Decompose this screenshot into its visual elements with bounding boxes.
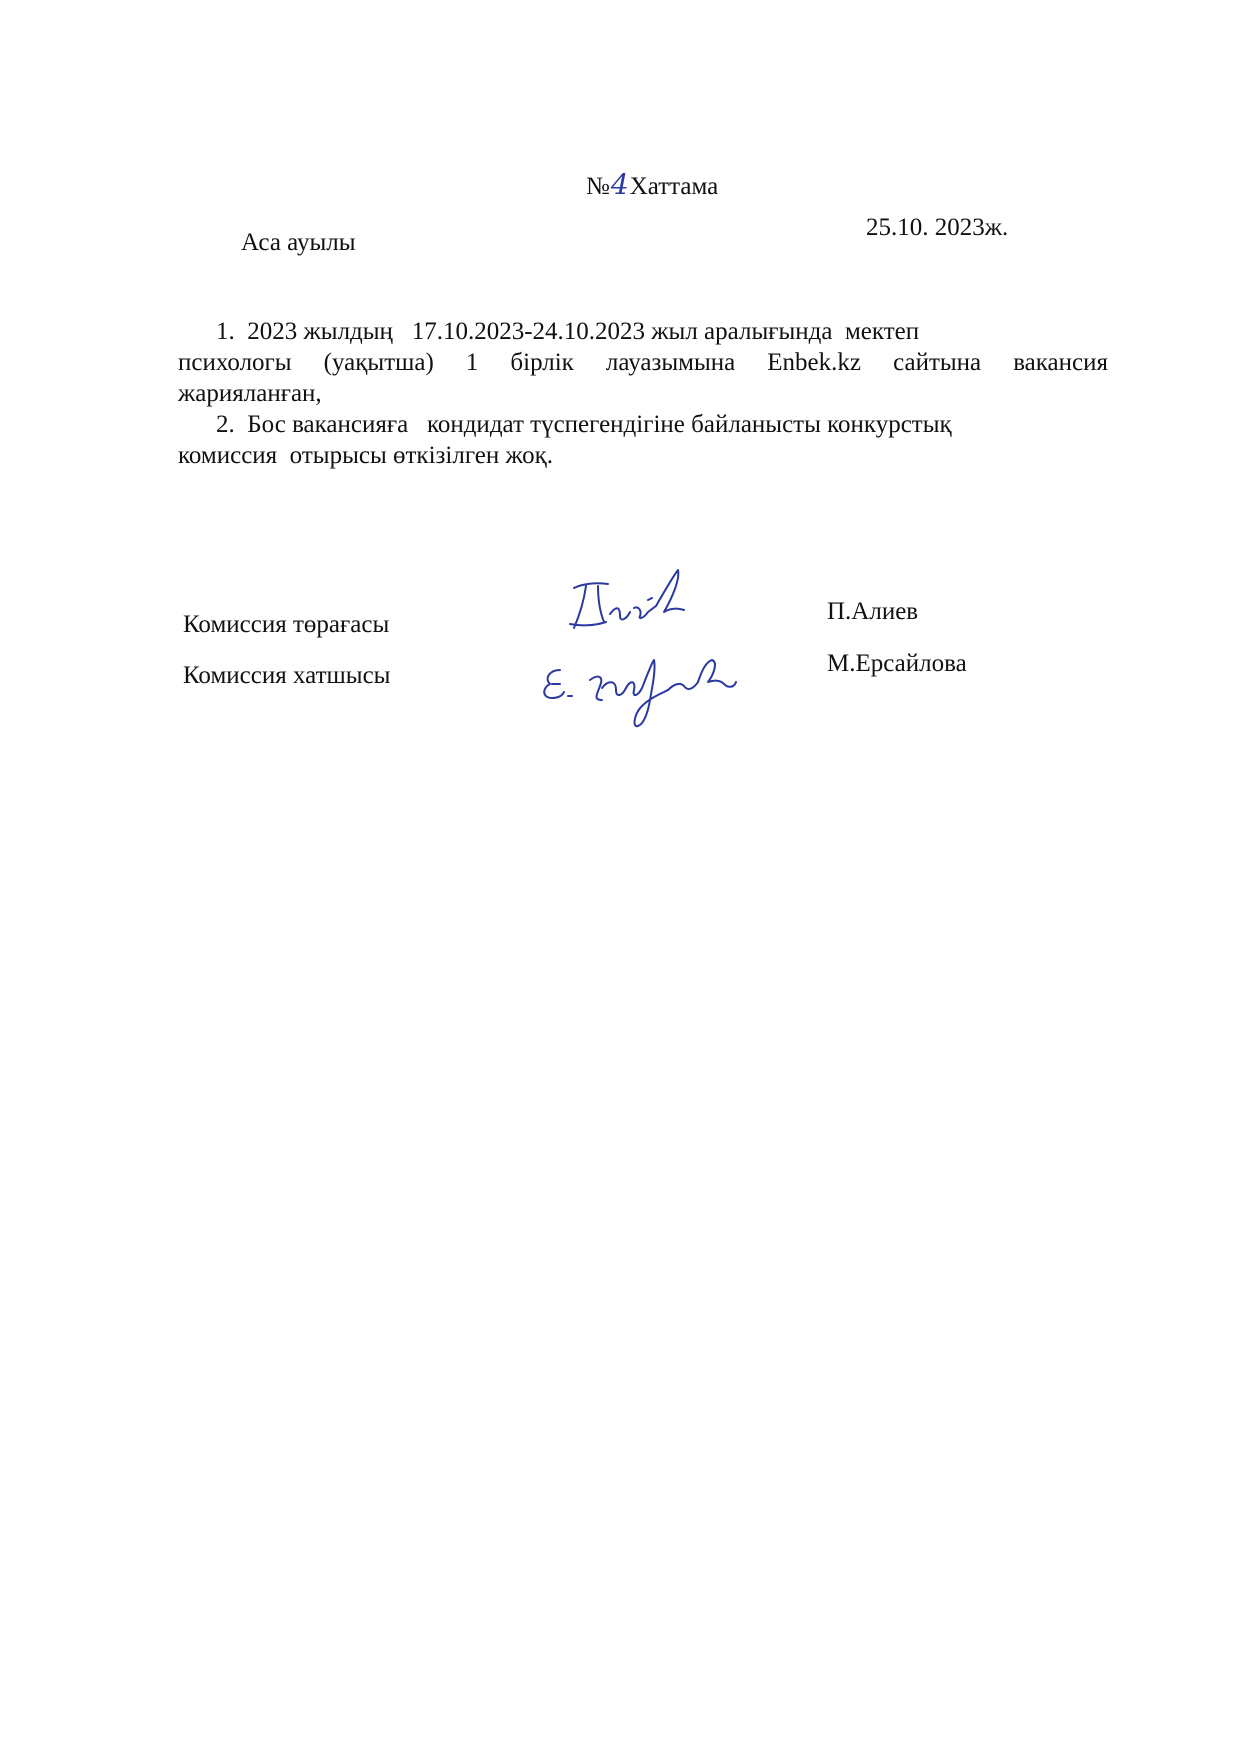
- secretary-name: М.Ерсайлова: [827, 650, 967, 677]
- chair-label: Комиссия төрағасы: [183, 611, 390, 638]
- document-body: [178, 316, 1108, 471]
- item-first-line: [178, 409, 1108, 440]
- title-text: Хаттама: [629, 173, 719, 200]
- item-text-line: комиссия отырысы өткізілген жоқ.: [178, 442, 554, 469]
- item-marker: 1.: [216, 318, 235, 345]
- document-title: [586, 168, 718, 201]
- handwritten-number: 4: [610, 168, 629, 201]
- item-first-line: [178, 316, 1108, 347]
- chair-signature-icon: [560, 566, 710, 636]
- item-text-line: 2023 жылдың 17.10.2023-24.10.2023 жыл аралығында мектеп: [247, 318, 920, 345]
- secretary-label: Комиссия хатшысы: [183, 662, 391, 689]
- chair-name: П.Алиев: [827, 598, 919, 625]
- place-name: Аса ауылы: [241, 229, 356, 256]
- secretary-signature-icon: [538, 640, 748, 732]
- item-text-line: жарияланған,: [178, 380, 322, 407]
- document-date: 25.10. 2023ж.: [866, 214, 1009, 241]
- list-item: [178, 316, 1108, 409]
- number-sign: №: [586, 173, 610, 200]
- item-marker: 2.: [216, 411, 235, 438]
- item-text-line: Бос вакансияға кондидат түспегендігіне байланысты конкурстық: [247, 411, 952, 438]
- item-text-line: психологы (уақытша) 1 бірлік лауазымына Enbek.kz сайтына вакансия: [178, 349, 1108, 376]
- list-item: [178, 409, 1108, 471]
